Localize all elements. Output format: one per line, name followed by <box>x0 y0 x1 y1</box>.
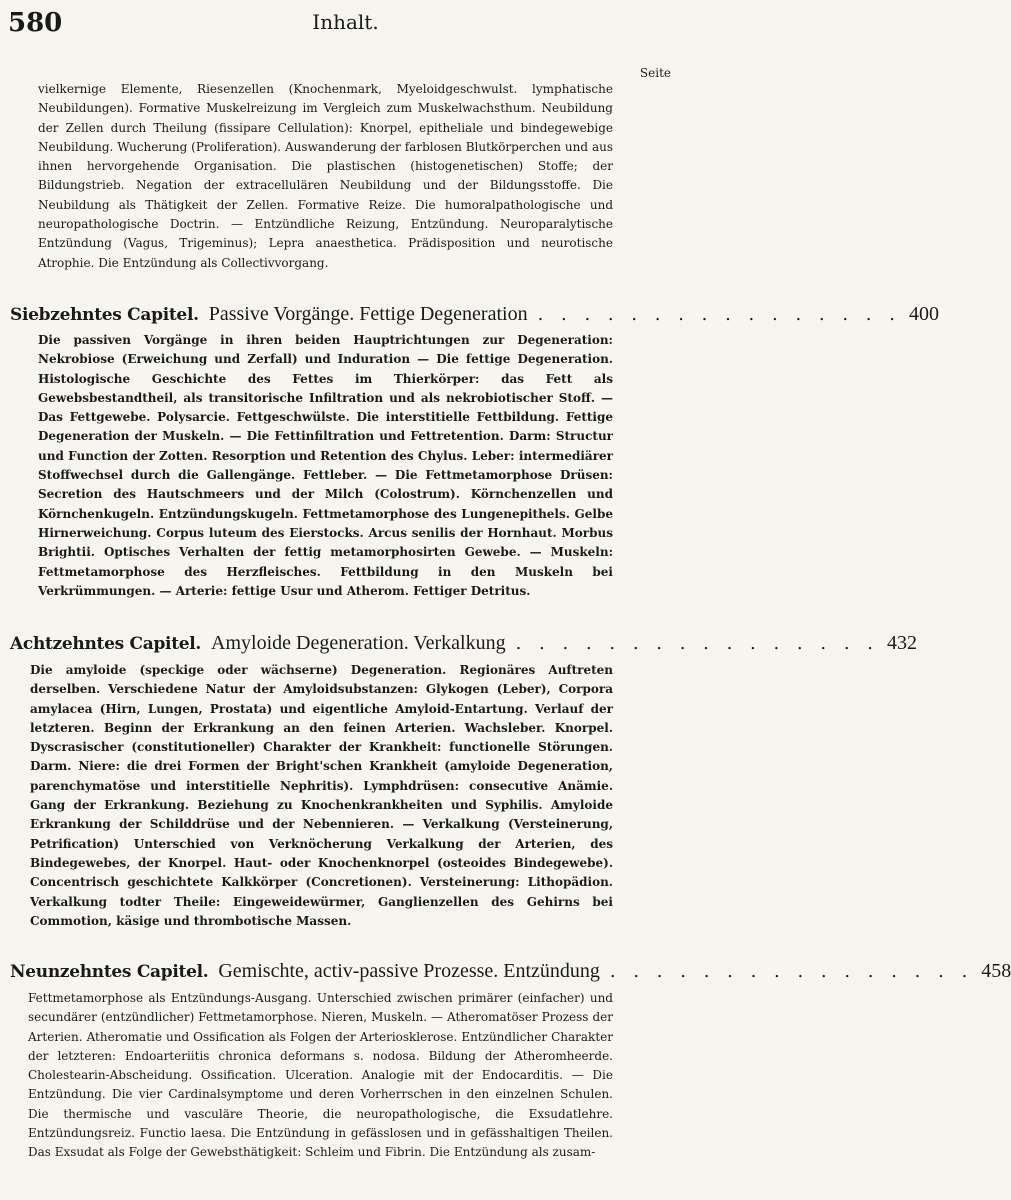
chapter-page-number: 400 <box>908 303 939 325</box>
chapter-label: Achtzehntes Capitel. <box>10 634 202 654</box>
chapter-summary-17: Die passiven Vorgänge in ihren beiden Hauptrichtungen zur Degeneration: Nekrobiose (Erweichung und Zerfall) und Induration — Die fettige Degeneration. Histologische Geschichte des Fettes im Thierkörper: das Fett als Gewebsbestandtheil, als transitorische Infiltration und als nekrobiotischer Stoff. — Das Fettgewebe. Polysarcie. Fettgeschwülste. Die interstitielle Fettbildung. Fettige Degeneration der Muskeln. — Die Fettinfiltration und Fettretention. Darm: Structur und Function der Zotten. Resorption und Retention des Chylus. Leber: intermediärer Stoffwechsel durch die Gallengänge. Fettleber. — Die Fettmetamorphose Drüsen: Secretion des Hautschmeers und der Milch (Colostrum). Körnchenzellen und Körnchenkugeln. Entzündungskugeln. Fettmetamorphose des Lungenepithels. Gelbe Hirnerweichung. Corpus luteum des Eierstocks. Arcus senilis der Hornhaut. Morbus Brightii. Optisches Verhalten der fettig metamorphosirten Gewebe. — Muskeln: Fettmetamorphose des Herzfleisches. Fettbildung in den Muskeln bei Verkrümmungen. — Arterie: fettige Usur und Atherom. Fettiger Detritus. <box>38 333 613 598</box>
intro-paragraph: vielkernige Elemente, Riesenzellen (Knochenmark, Myeloidgeschwulst. lymphatische Neubildungen). Formative Muskelreizung im Vergleich zum Muskelwachsthum. Neubildung der Zellen durch Theilung (fissipare Cellulation): Knorpel, epitheliale und bindegewebige Neubildung. Wucherung (Proliferation). Auswanderung der farblosen Blutkörperchen und aus ihnen hervorgehende Organisation. Die plastischen (histogenetischen) Stoffe; der Bildungstrieb. Negation der extracellulären Neubildung und der Bildungsstoffe. Die Neubildung als Thätigkeit der Zellen. Formative Reize. Die humoralpathologische und neuropathologische Doctrin. — Entzündliche Reizung, Entzündung. Neuroparalytische Entzündung (Vagus, Trigeminus); Lepra anaesthetica. Prädisposition und neurotische Atrophie. Die Entzündung als Collectivvorgang. <box>38 82 613 270</box>
chapter-title: Gemischte, activ-passive Prozesse. Entzündung <box>218 960 600 982</box>
leader-dots: . . . . . . . . . . . . . . . . <box>609 961 974 982</box>
chapter-heading-17 <box>10 303 939 331</box>
page-number: 580 <box>8 8 63 38</box>
chapter-heading-19 <box>10 960 1011 988</box>
chapter-heading-18 <box>10 632 917 660</box>
seite-column-label: Seite <box>639 66 671 80</box>
chapter-label: Siebzehntes Capitel. <box>10 305 199 325</box>
leader-dots: . . . . . . . . . . . . . . . . <box>537 304 901 325</box>
chapter-title: Passive Vorgänge. Fettige Degeneration <box>208 303 528 325</box>
chapter-label: Neunzehntes Capitel. <box>10 962 209 982</box>
chapter-title: Amyloide Degeneration. Verkalkung <box>211 632 506 654</box>
page-title: Inhalt. <box>312 10 379 34</box>
leader-dots: . . . . . . . . . . . . . . . . <box>515 633 879 654</box>
page-header <box>0 0 691 48</box>
chapter-summary-18: Die amyloide (speckige oder wächserne) Degeneration. Regionäres Auftreten derselben. Verschiedene Natur der Amyloidsubstanzen: Glykogen (Leber), Corpora amylacea (Hirn, Lungen, Prostata) und eigentliche Amyloid-Entartung. Verlauf der letzteren. Beginn der Erkrankung an den feinen Arterien. Wachsleber. Knorpel. Dyscrasischer (constitutioneller) Charakter der Krankheit: functionelle Störungen. Darm. Niere: die drei Formen der Bright'schen Krankheit (amyloide Degeneration, parenchymatöse und interstitielle Nephritis). Lymphdrüsen: consecutive Anämie. Gang der Erkrankung. Beziehung zu Knochenkrankheiten und Syphilis. Amyloide Erkrankung der Schilddrüse und der Nebennieren. — Verkalkung (Versteinerung, Petrification) Unterschied von Verknöcherung Verkalkung der Arterien, des Bindegewebes, der Knorpel. Haut- oder Knochenknorpel (osteoides Bindegewebe). Concentrisch geschichtete Kalkkörper (Concretionen). Versteinerung: Lithopädion. Verkalkung todter Theile: Eingeweidewürmer, Ganglienzellen des Gehirns bei Commotion, käsige und thrombotische Massen. <box>30 663 613 928</box>
chapter-page-number: 458 <box>981 960 1011 982</box>
chapter-page-number: 432 <box>886 632 917 654</box>
chapter-summary-19: Fettmetamorphose als Entzündungs-Ausgang. Unterschied zwischen primärer (einfacher) und secundärer (entzündlicher) Fettmetamorphose. Nieren, Muskeln. — Atheromatöser Prozess der Arterien. Atheromatie und Ossification als Folgen der Arteriosklerose. Entzündlicher Charakter der letzteren: Endoarteriitis chronica deformans s. nodosa. Bildung der Atheromheerde. Cholestearin-Abscheidung. Ossification. Ulceration. Analogie mit der Endocarditis. — Die Entzündung. Die vier Cardinalsymptome und deren Vorherrschen in den einzelnen Schulen. Die thermische und vasculäre Theorie, die neuropathologische, die Exsudatlehre. Entzündungsreiz. Functio laesa. Die Entzündung in gefässlosen und in gefässhaltigen Theilen. Das Exsudat als Folge der Gewebsthätigkeit: Schleim und Fibrin. Die Entzündung als zusam- <box>28 991 613 1160</box>
